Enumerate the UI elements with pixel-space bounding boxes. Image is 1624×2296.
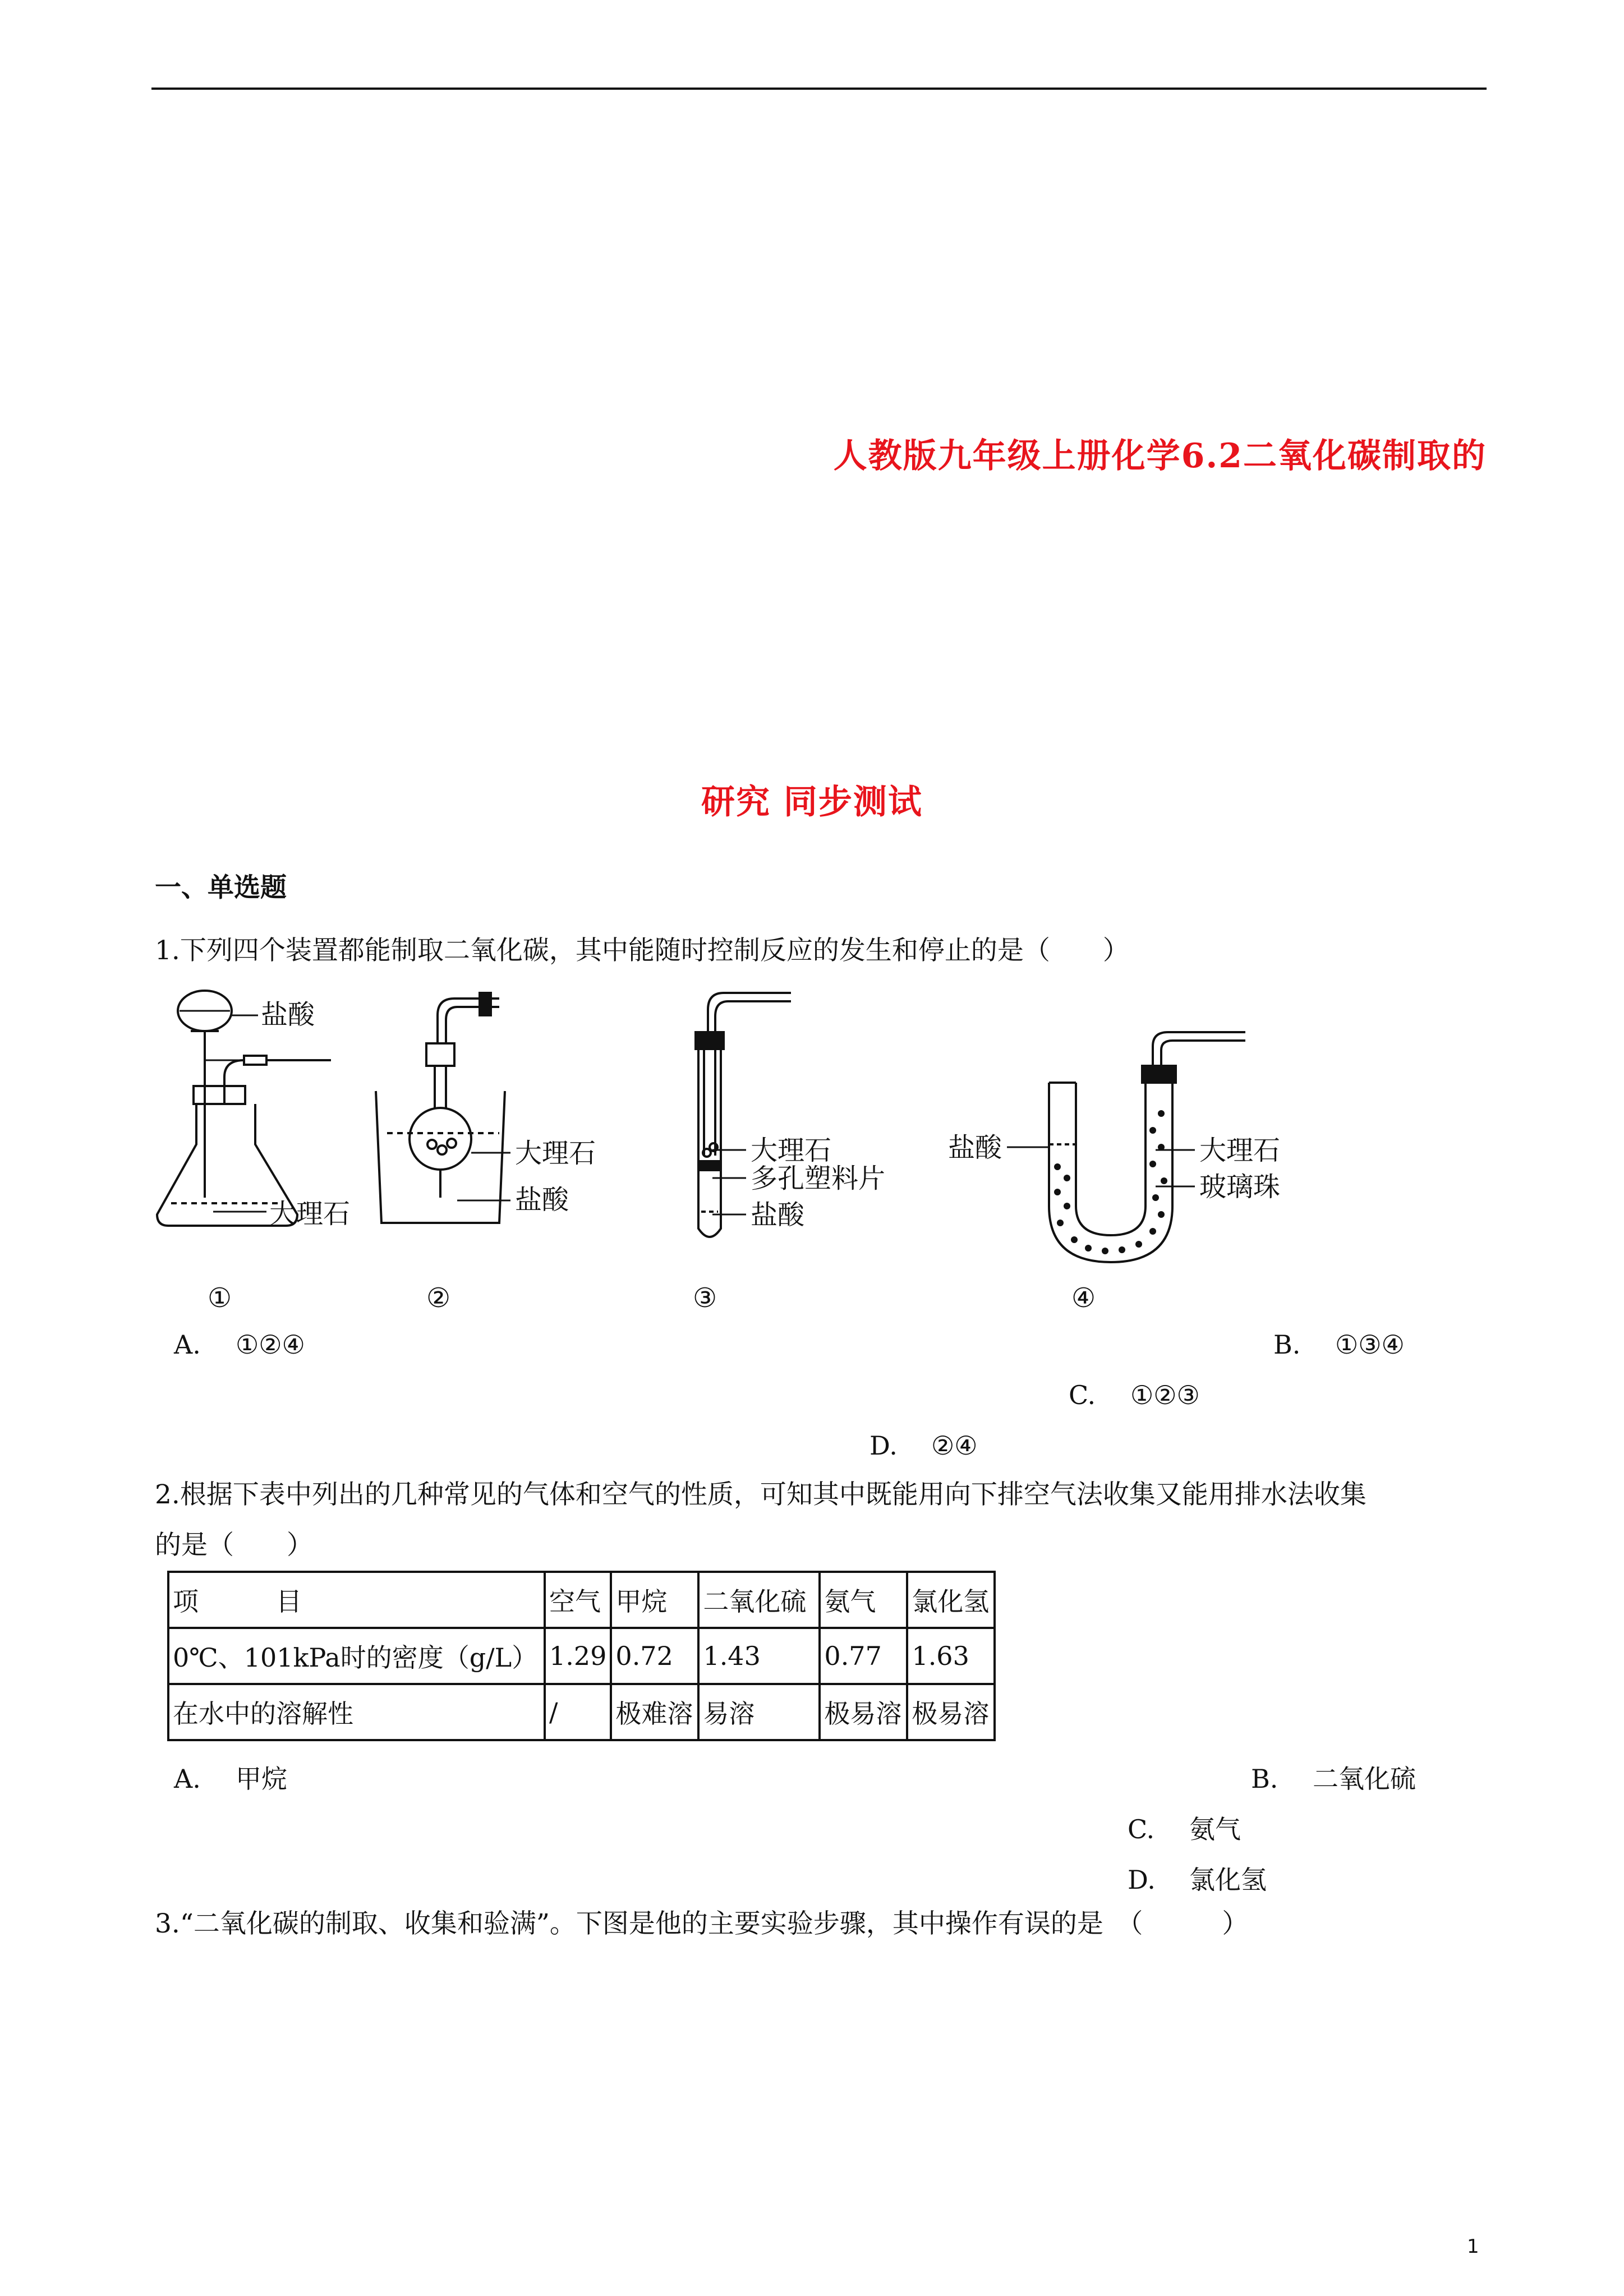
apparatus-number-4: ④ bbox=[1071, 1282, 1096, 1314]
label-beads-4: 玻璃珠 bbox=[1199, 1171, 1281, 1203]
q2-option-b-text: 二氧化硫 bbox=[1313, 1764, 1416, 1794]
label-marble-3: 大理石 bbox=[751, 1135, 832, 1166]
apparatus-number-2: ② bbox=[426, 1282, 451, 1314]
section-heading: 一、单选题 bbox=[155, 872, 287, 903]
table-cell: 极难溶 bbox=[611, 1684, 698, 1740]
q2-option-b bbox=[1251, 1759, 1416, 1796]
question-2-line1: 2.根据下表中列出的几种常见的气体和空气的性质，可知其中既能用向下排空气法收集又能用排水法收集 bbox=[155, 1479, 1367, 1510]
q2-option-d-letter: D. bbox=[1128, 1865, 1156, 1895]
label-hcl-1: 盐酸 bbox=[261, 999, 315, 1030]
gas-properties-table bbox=[167, 1571, 996, 1741]
table-cell: 在水中的溶解性 bbox=[168, 1684, 545, 1740]
label-plastic-3: 多孔塑料片 bbox=[751, 1163, 886, 1194]
q1-option-c-text: ①②③ bbox=[1130, 1380, 1200, 1410]
table-row bbox=[168, 1684, 995, 1740]
q2-option-c bbox=[1128, 1809, 1241, 1846]
q2-option-c-text: 氨气 bbox=[1189, 1814, 1241, 1844]
question-1-text: 1.下列四个装置都能制取二氧化碳，其中能随时控制反应的发生和停止的是（ ） bbox=[155, 935, 1129, 966]
table-cell: 1.43 bbox=[698, 1628, 820, 1684]
page-number: 1 bbox=[1467, 2235, 1479, 2258]
q1-option-a bbox=[174, 1329, 305, 1360]
q1-option-b-text: ①③④ bbox=[1335, 1329, 1405, 1360]
table-cell: 1.63 bbox=[907, 1628, 995, 1684]
q1-option-d-text: ②④ bbox=[931, 1430, 978, 1461]
q1-option-b bbox=[1273, 1329, 1405, 1360]
label-marble-1: 大理石 bbox=[269, 1198, 351, 1230]
table-cell: 项 目 bbox=[168, 1572, 545, 1628]
q1-option-a-text: ①②④ bbox=[236, 1329, 305, 1360]
table-cell: 空气 bbox=[545, 1572, 611, 1628]
q2-option-a bbox=[174, 1759, 287, 1796]
table-row bbox=[168, 1628, 995, 1684]
q2-option-a-letter: A. bbox=[174, 1764, 201, 1794]
apparatus-2-beaker bbox=[376, 993, 505, 1223]
table-cell: 0.72 bbox=[611, 1628, 698, 1684]
table-cell: 二氧化硫 bbox=[698, 1572, 820, 1628]
q1-option-c-letter: C. bbox=[1069, 1380, 1096, 1410]
table-cell: 甲烷 bbox=[611, 1572, 698, 1628]
table-row bbox=[168, 1572, 995, 1628]
q2-option-a-text: 甲烷 bbox=[236, 1764, 287, 1794]
label-hcl-3: 盐酸 bbox=[751, 1199, 805, 1231]
label-marble-2: 大理石 bbox=[515, 1138, 596, 1169]
table-cell: 易溶 bbox=[698, 1684, 820, 1740]
label-hcl-4: 盐酸 bbox=[948, 1132, 1002, 1163]
q2-option-c-letter: C. bbox=[1128, 1814, 1155, 1844]
question-2-line2: 的是（ ） bbox=[155, 1530, 313, 1561]
question-1-figure bbox=[151, 976, 1285, 1324]
table-cell: 1.29 bbox=[545, 1628, 611, 1684]
table-cell: 0.77 bbox=[820, 1628, 907, 1684]
table-cell: 极易溶 bbox=[820, 1684, 907, 1740]
document-title-line2: 研究 同步测试 bbox=[701, 783, 923, 822]
question-3-text: 3.“二氧化碳的制取、收集和验满”。下图是他的主要实验步骤，其中操作有误的是 （ ） bbox=[155, 1908, 1249, 1939]
header-rule bbox=[151, 88, 1487, 90]
q1-option-b-letter: B. bbox=[1273, 1329, 1301, 1360]
q1-option-d bbox=[869, 1430, 977, 1461]
table-cell: 氨气 bbox=[820, 1572, 907, 1628]
document-title-line1: 人教版九年级上册化学6.2二氧化碳制取的 bbox=[833, 436, 1487, 476]
label-hcl-2: 盐酸 bbox=[515, 1184, 569, 1216]
apparatus-number-3: ③ bbox=[693, 1282, 717, 1314]
label-marble-4: 大理石 bbox=[1199, 1135, 1281, 1166]
table-cell: 极易溶 bbox=[907, 1684, 995, 1740]
q1-option-a-letter: A. bbox=[174, 1329, 201, 1360]
q2-option-d bbox=[1128, 1860, 1267, 1897]
q1-option-c bbox=[1069, 1380, 1200, 1410]
table-cell: 0℃、101kPa时的密度（g/L） bbox=[168, 1628, 545, 1684]
q1-option-d-letter: D. bbox=[869, 1430, 898, 1461]
apparatus-number-1: ① bbox=[208, 1282, 232, 1314]
q2-option-d-text: 氯化氢 bbox=[1189, 1865, 1267, 1895]
table-cell: 氯化氢 bbox=[907, 1572, 995, 1628]
table-cell: / bbox=[545, 1684, 611, 1740]
q2-option-b-letter: B. bbox=[1251, 1764, 1278, 1794]
